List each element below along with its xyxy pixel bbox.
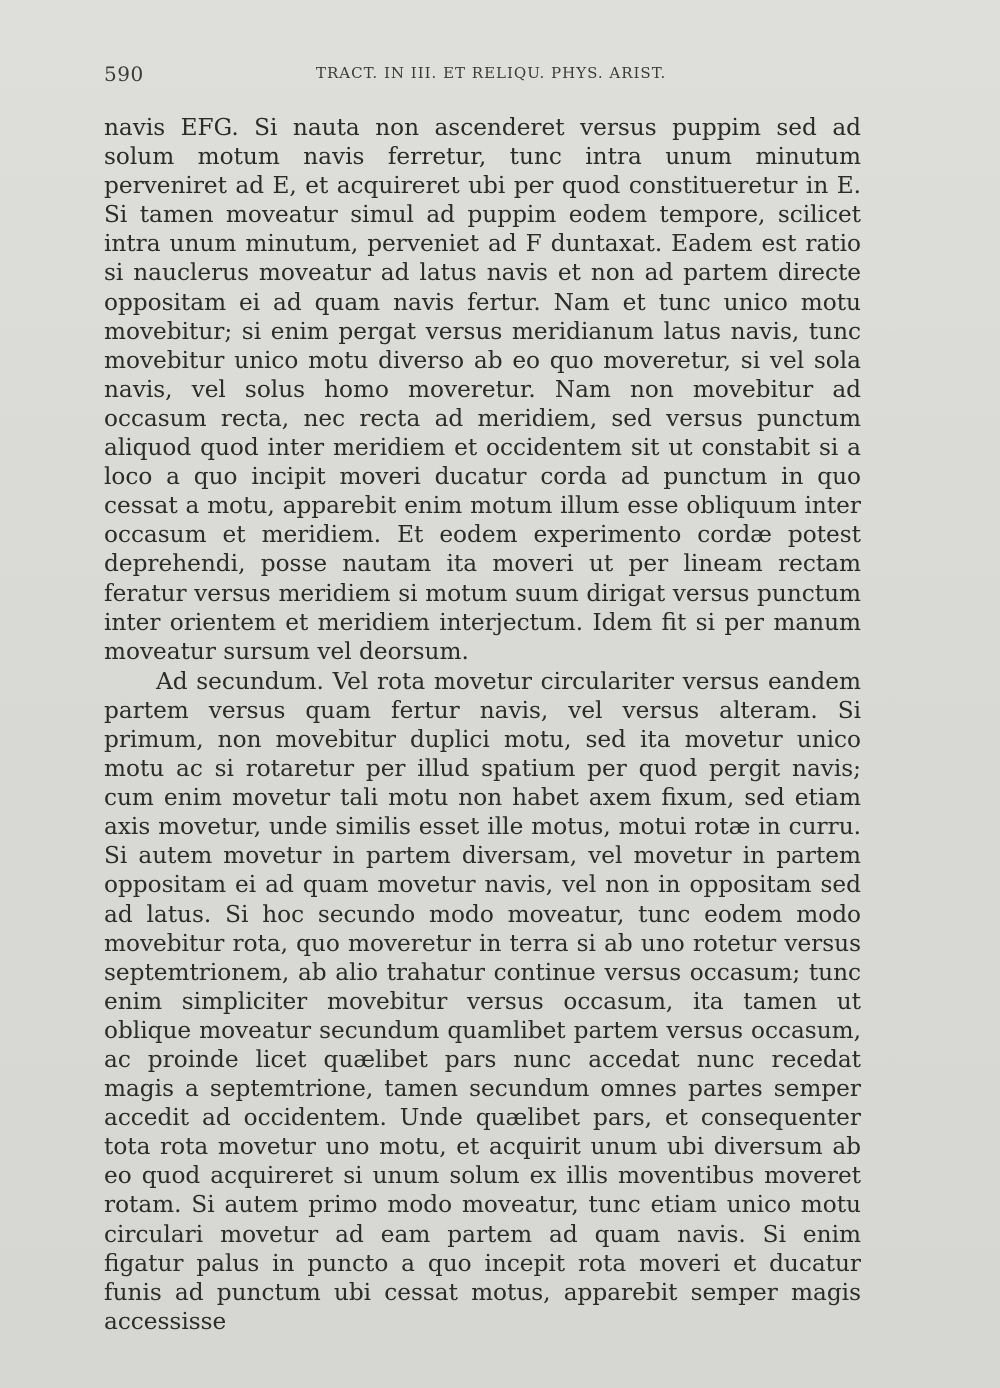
paragraph-1: navis EFG. Si nauta non ascenderet versus puppim sed ad solum motum navis ferretur, tunc intra unum minutum perveniret ad E, et acquireret ubi per quod constitueretur in E. Si tamen moveatur simul ad puppim eodem tempore, scilicet intra unum minutum, perveniet ad F duntaxat. Eadem est ratio si nauclerus moveatur ad latus navis et non ad partem directe oppositam ei ad quam navis fertur. Nam et tunc unico motu movebitur; si enim pergat versus meridianum latus navis, tunc movebitur unico motu diverso ab eo quo moveretur, si vel sola navis, vel solus homo moveretur. Nam non movebitur ad occasum recta, nec recta ad meridiem, sed versus punctum aliquod quod inter meridiem et occidentem sit ut constabit si a loco a quo incipit moveri ducatur corda ad punctum in quo cessat a motu, apparebit enim motum illum esse obliquum inter occasum et meridiem. Et eodem experimento cordæ potest deprehendi, posse nautam ita moveri ut per lineam rectam feratur versus meridiem si motum suum dirigat versus punctum inter orientem et meridiem interjectum. Idem fit si per manum moveatur sursum vel deorsum. xyxy=(104,114,861,665)
running-header xyxy=(104,62,864,92)
running-title: TRACT. IN III. ET RELIQU. PHYS. ARIST. xyxy=(316,64,667,82)
page-number: 590 xyxy=(104,62,144,86)
main-text xyxy=(104,113,861,1336)
paragraph-2: Ad secundum. Vel rota movetur circulariter versus eandem partem versus quam fertur navis, vel versus alteram. Si primum, non movebitur duplici motu, sed ita movetur unico motu ac si rotaretur per illud spatium per quod pergit navis; cum enim movetur tali motu non habet axem fixum, sed etiam axis movetur, unde similis esset ille motus, motui rotæ in curru. Si autem movetur in partem diversam, vel movetur in partem oppositam ei ad quam movetur navis, vel non in oppositam sed ad latus. Si hoc secundo modo moveatur, tunc eodem modo movebitur rota, quo moveretur in terra si ab uno rotetur versus septemtrionem, ab alio trahatur continue versus occasum; tunc enim simpliciter movebitur versus occasum, ita tamen ut oblique moveatur secundum quamlibet partem versus occasum, ac proinde licet quælibet pars nunc accedat nunc recedat magis a septemtrione, tamen secundum omnes partes semper accedit ad occidentem. Unde quælibet pars, et consequenter tota rota movetur uno motu, et acquirit unum ubi diversum ab eo quod acquireret si unum solum ex illis moventibus moveret rotam. Si autem primo modo moveatur, tunc etiam unico motu circulari movetur ad eam partem ad quam navis. Si enim figatur palus in puncto a quo incepit rota moveri et ducatur funis ad punctum ubi cessat motus, apparebit semper magis accessisse xyxy=(104,667,861,1335)
